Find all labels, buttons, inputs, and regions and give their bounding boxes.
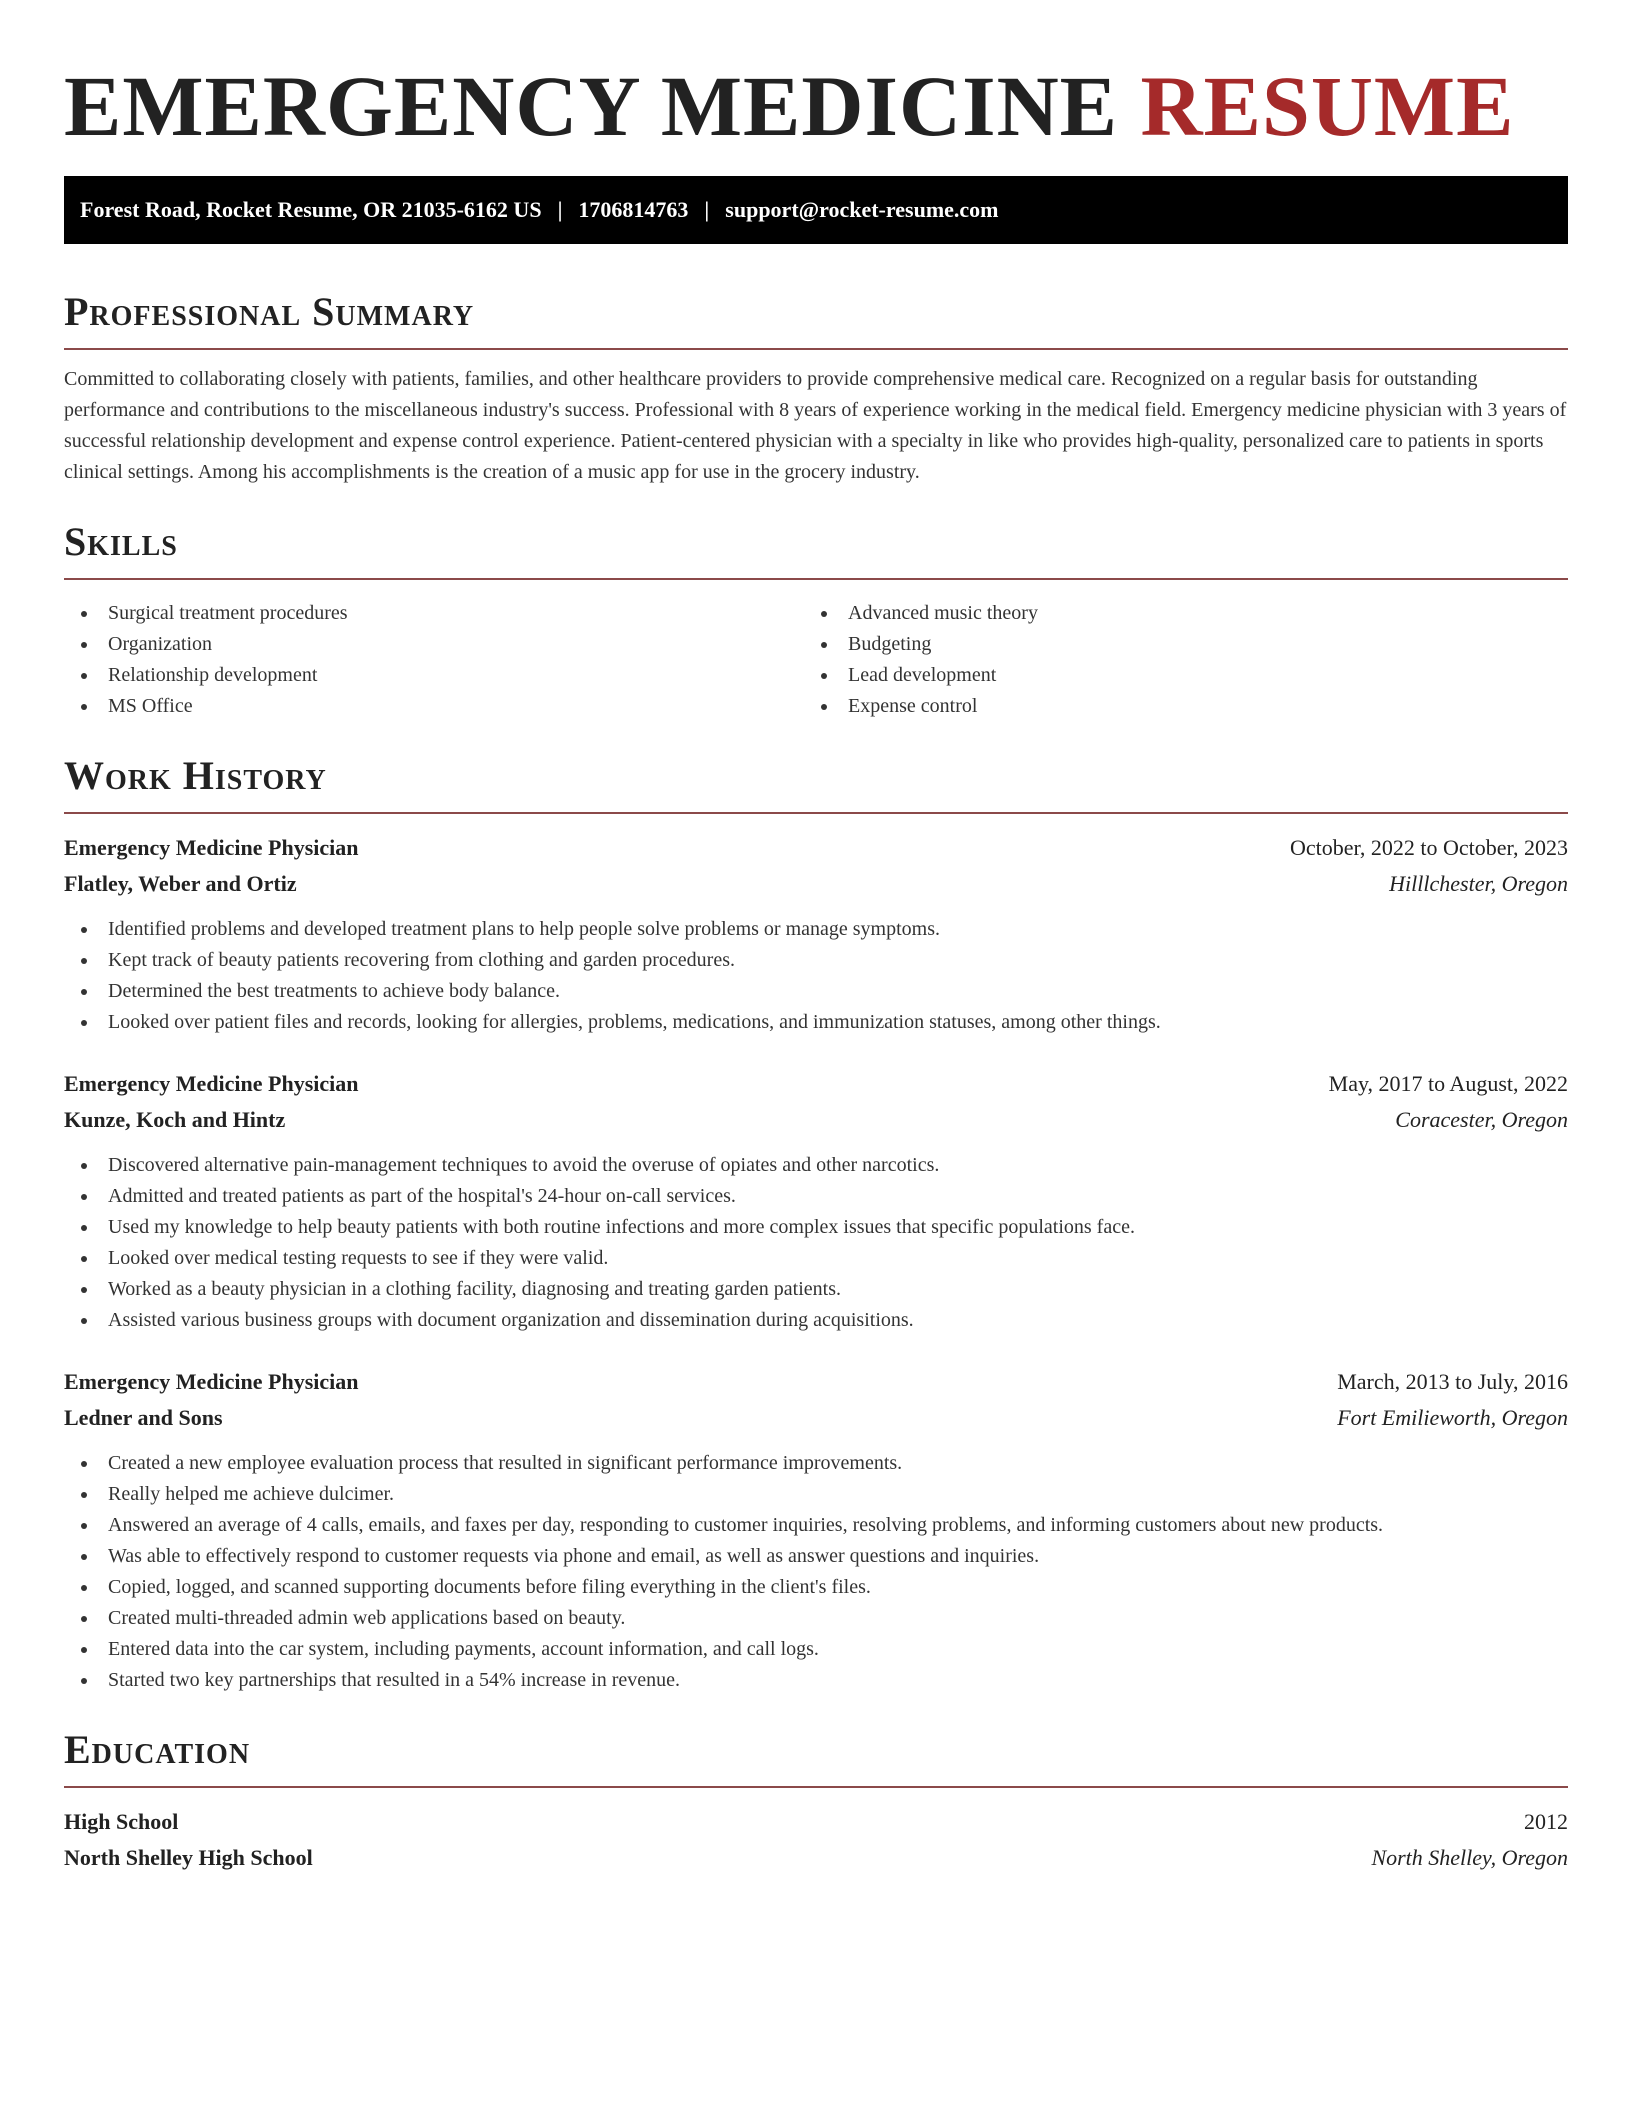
skill-item: Lead development <box>804 660 1544 691</box>
job-company: Kunze, Koch and Hintz <box>64 1107 286 1132</box>
education-school: North Shelley High School <box>64 1845 313 1870</box>
resume-page <box>64 56 1568 1876</box>
job-bullet: Discovered alternative pain-management techniques to avoid the overuse of opiates and other narcotics. <box>64 1150 1568 1181</box>
job-dates: October, 2022 to October, 2023 <box>1289 835 1568 860</box>
section-divider <box>64 812 1568 814</box>
job-header-row <box>64 1364 1568 1400</box>
education-heading: Education <box>64 1727 251 1772</box>
summary-text: Committed to collaborating closely with patients, families, and other healthcare providers to provide comprehensive medical care. Recognized on a regular basis for outstanding performance and contributions to the miscellaneous industry's success. Professional with 8 years of experience working in the medical field. Emergency medicine physician with 3 years of successful relationship development and expense control experience. Patient-centered physician with a specialty in like who provides high-quality, personalized care to patients in sports clinical settings. Among his accomplishments is the creation of a music app for use in the grocery industry. <box>64 368 1567 483</box>
education-school-row <box>64 1840 1568 1876</box>
job-title: Emergency Medicine Physician <box>64 835 359 860</box>
job-bullet: Entered data into the car system, including payments, account information, and call logs. <box>64 1634 1568 1665</box>
title-accent: RESUME <box>1140 58 1515 154</box>
job-entry <box>64 830 1568 1038</box>
job-company: Ledner and Sons <box>64 1405 223 1430</box>
resume-title <box>64 56 1568 156</box>
job-bullet: Assisted various business groups with document organization and dissemination during acquisitions. <box>64 1305 1568 1336</box>
job-company: Flatley, Weber and Ortiz <box>64 871 297 896</box>
skill-item: MS Office <box>64 691 804 722</box>
job-header-row <box>64 830 1568 866</box>
job-bullet: Identified problems and developed treatment plans to help people solve problems or manage symptoms. <box>64 914 1568 945</box>
job-bullets <box>64 1448 1568 1696</box>
contact-address: Forest Road, Rocket Resume, OR 21035-6162 US <box>80 197 542 222</box>
contact-email[interactable]: support@rocket-resume.com <box>725 197 999 222</box>
job-bullet: Answered an average of 4 calls, emails, and faxes per day, responding to customer inquiries, resolving problems, and informing customers about new products. <box>64 1510 1568 1541</box>
job-bullet: Created a new employee evaluation process that resulted in significant performance improvements. <box>64 1448 1568 1479</box>
job-bullet: Started two key partnerships that resulted in a 54% increase in revenue. <box>64 1665 1568 1696</box>
job-company-row <box>64 1400 1568 1436</box>
job-bullet: Copied, logged, and scanned supporting documents before filing everything in the client's files. <box>64 1572 1568 1603</box>
education-location: North Shelley, Oregon <box>1371 1845 1568 1870</box>
job-bullet: Admitted and treated patients as part of the hospital's 24-hour on-call services. <box>64 1181 1568 1212</box>
education-year: 2012 <box>1524 1809 1568 1834</box>
summary-section <box>64 286 1568 488</box>
skills-section <box>64 516 1568 722</box>
job-location: Fort Emilieworth, Oregon <box>1337 1405 1568 1430</box>
job-entry <box>64 1066 1568 1336</box>
skill-item: Expense control <box>804 691 1544 722</box>
skills-column-left <box>64 598 804 722</box>
section-divider <box>64 578 1568 580</box>
job-location: Hilllchester, Oregon <box>1389 871 1568 896</box>
work-history-section <box>64 750 1568 1696</box>
job-title: Emergency Medicine Physician <box>64 1071 359 1096</box>
skills-grid <box>64 598 1568 722</box>
skills-heading: Skills <box>64 519 178 564</box>
job-title: Emergency Medicine Physician <box>64 1369 359 1394</box>
job-bullets <box>64 914 1568 1038</box>
job-bullets <box>64 1150 1568 1336</box>
job-dates: May, 2017 to August, 2022 <box>1328 1071 1568 1096</box>
job-entry <box>64 1364 1568 1696</box>
summary-heading: Professional Summary <box>64 289 475 334</box>
job-company-row <box>64 866 1568 902</box>
job-bullet: Worked as a beauty physician in a clothing facility, diagnosing and treating garden patients. <box>64 1274 1568 1305</box>
job-company-row <box>64 1102 1568 1138</box>
section-divider <box>64 1786 1568 1788</box>
job-bullet: Kept track of beauty patients recovering from clothing and garden procedures. <box>64 945 1568 976</box>
skill-item: Advanced music theory <box>804 598 1544 629</box>
skill-item: Budgeting <box>804 629 1544 660</box>
job-bullet: Really helped me achieve dulcimer. <box>64 1479 1568 1510</box>
skill-item: Relationship development <box>64 660 804 691</box>
contact-bar <box>64 176 1568 244</box>
skill-item: Surgical treatment procedures <box>64 598 804 629</box>
contact-separator: | <box>704 197 710 222</box>
work-history-heading: Work History <box>64 753 327 798</box>
job-bullet: Looked over patient files and records, looking for allergies, problems, medications, and immunization statuses, among other things. <box>64 1007 1568 1038</box>
section-divider <box>64 348 1568 350</box>
job-bullet: Used my knowledge to help beauty patients with both routine infections and more complex issues that specific populations face. <box>64 1212 1568 1243</box>
job-bullet: Created multi-threaded admin web applications based on beauty. <box>64 1603 1568 1634</box>
skill-item: Organization <box>64 629 804 660</box>
job-bullet: Was able to effectively respond to customer requests via phone and email, as well as answer questions and inquiries. <box>64 1541 1568 1572</box>
title-main: EMERGENCY MEDICINE <box>64 58 1119 154</box>
job-location: Coracester, Oregon <box>1395 1107 1568 1132</box>
education-degree-row <box>64 1804 1568 1840</box>
education-entry <box>64 1804 1568 1876</box>
job-bullet: Determined the best treatments to achieve body balance. <box>64 976 1568 1007</box>
education-section <box>64 1724 1568 1876</box>
job-dates: March, 2013 to July, 2016 <box>1337 1369 1568 1394</box>
skills-column-right <box>804 598 1544 722</box>
job-bullet: Looked over medical testing requests to see if they were valid. <box>64 1243 1568 1274</box>
education-degree: High School <box>64 1809 179 1834</box>
job-header-row <box>64 1066 1568 1102</box>
contact-phone: 1706814763 <box>578 197 689 222</box>
contact-separator: | <box>557 197 563 222</box>
